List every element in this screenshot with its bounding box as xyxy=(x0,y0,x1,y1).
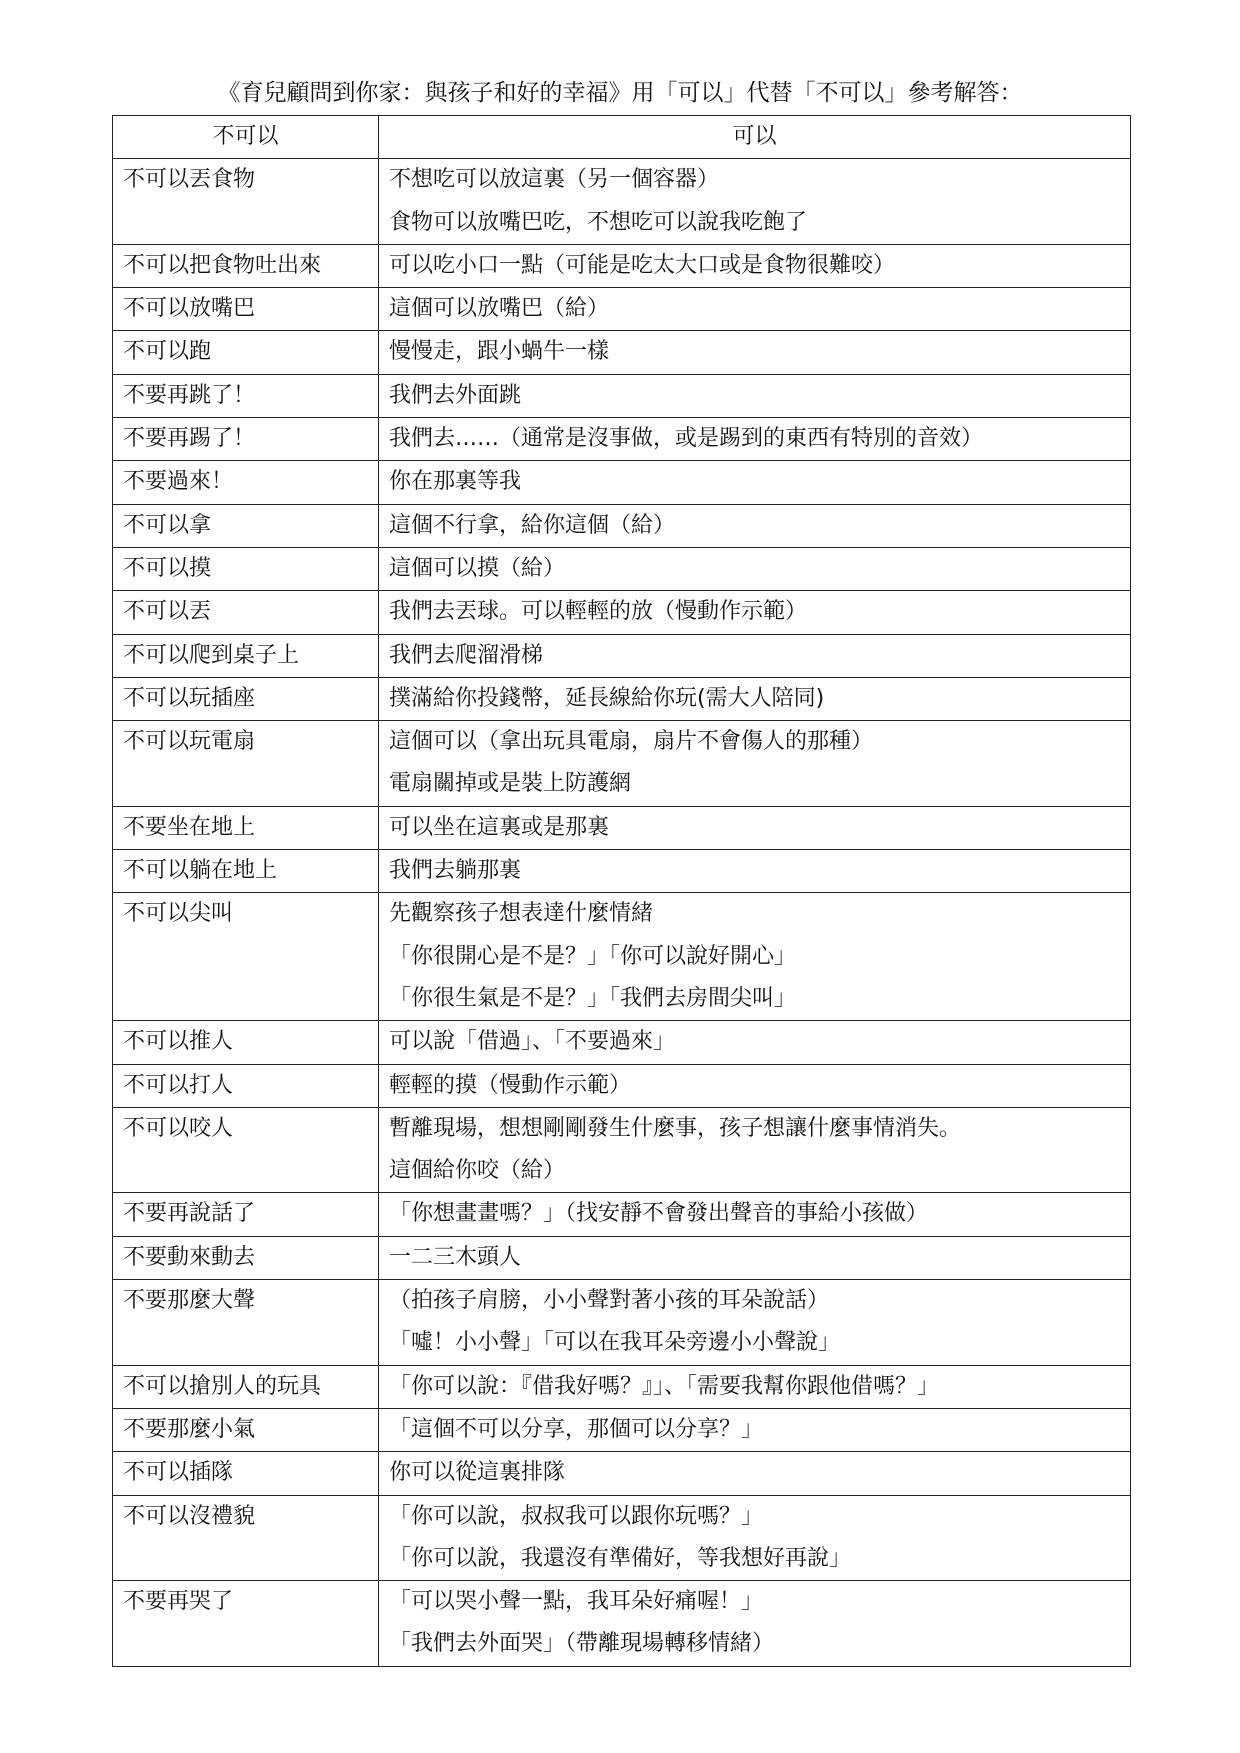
table-row xyxy=(113,634,1131,677)
can-text-line: 「你很開心是不是？」「你可以說好開心」 xyxy=(389,943,797,969)
table-row xyxy=(113,1408,1131,1451)
cannot-text: 不可以丟 xyxy=(123,599,212,625)
can-text-line: 可以坐在這裏或是那裏 xyxy=(389,814,610,840)
can-text-line: 撲滿給你投錢幣，延長線給你玩(需大人陪同) xyxy=(389,685,825,711)
can-text-line: 我們去丟球。可以輕輕的放（慢動作示範） xyxy=(389,599,808,625)
can-cell xyxy=(379,288,1131,331)
table-row xyxy=(113,806,1131,849)
cannot-text: 不可以咬人 xyxy=(123,1115,234,1141)
table-row xyxy=(113,1365,1131,1408)
table-row xyxy=(113,374,1131,417)
can-cell xyxy=(379,1365,1131,1408)
can-text-line: 這個給你咬（給） xyxy=(389,1158,566,1184)
can-text-line: 可以吃小口一點（可能是吃太大口或是食物很難咬） xyxy=(389,252,896,278)
table-row xyxy=(113,331,1131,374)
can-text-line: 這個可以摸（給） xyxy=(389,555,566,581)
can-cell xyxy=(379,721,1131,807)
cannot-cell xyxy=(113,504,379,547)
cannot-cell xyxy=(113,244,379,287)
table-row xyxy=(113,504,1131,547)
cannot-cell xyxy=(113,1365,379,1408)
cannot-cell xyxy=(113,1064,379,1107)
cannot-cell xyxy=(113,1280,379,1366)
can-cell xyxy=(379,244,1131,287)
cannot-cell xyxy=(113,893,379,1021)
cannot-text: 不要那麼大聲 xyxy=(123,1288,256,1314)
can-cell xyxy=(379,418,1131,461)
can-cell xyxy=(379,1581,1131,1667)
cannot-text: 不可以拿 xyxy=(123,512,212,538)
cannot-cell xyxy=(113,1581,379,1667)
can-cell xyxy=(379,893,1131,1021)
cannot-cell xyxy=(113,1021,379,1064)
table-row xyxy=(113,721,1131,807)
cannot-text: 不可以跑 xyxy=(123,339,212,365)
can-cell xyxy=(379,1495,1131,1581)
can-cell xyxy=(379,634,1131,677)
cannot-text: 不要再說話了 xyxy=(123,1201,256,1227)
cannot-cell xyxy=(113,1236,379,1279)
cannot-text: 不可以插隊 xyxy=(123,1460,234,1486)
cannot-text: 不可以躺在地上 xyxy=(123,858,278,884)
can-cell xyxy=(379,1021,1131,1064)
table-row xyxy=(113,1581,1131,1667)
can-text-line: 你在那裏等我 xyxy=(389,469,522,495)
can-text-line: 輕輕的摸（慢動作示範） xyxy=(389,1072,632,1098)
cannot-cell xyxy=(113,1408,379,1451)
can-cell xyxy=(379,591,1131,634)
header-can: 可以 xyxy=(379,116,1131,159)
cannot-cell xyxy=(113,331,379,374)
table-row xyxy=(113,1280,1131,1366)
can-text-line: 「這個不可以分享，那個可以分享？」 xyxy=(389,1416,764,1442)
cannot-text: 不要那麼小氣 xyxy=(123,1416,256,1442)
table-row xyxy=(113,418,1131,461)
can-cell xyxy=(379,677,1131,720)
can-text-line: 食物可以放嘴巴吃，不想吃可以說我吃飽了 xyxy=(389,209,808,235)
can-text-line: 慢慢走，跟小蝸牛一樣 xyxy=(389,339,610,365)
cannot-text: 不可以打人 xyxy=(123,1072,234,1098)
cannot-text: 不要坐在地上 xyxy=(123,814,256,840)
can-text-line: 「你可以說：『借我好嗎？』」、「需要我幫你跟他借嗎？」 xyxy=(389,1373,940,1399)
table-row xyxy=(113,1452,1131,1495)
can-text-line: 「噓！小小聲」「可以在我耳朵旁邊小小聲說」 xyxy=(389,1330,841,1356)
cannot-text: 不要過來！ xyxy=(123,469,234,495)
can-cell xyxy=(379,1107,1131,1193)
cannot-text: 不可以尖叫 xyxy=(123,901,234,927)
cannot-cell xyxy=(113,850,379,893)
table-row xyxy=(113,288,1131,331)
cannot-text: 不可以爬到桌子上 xyxy=(123,642,300,668)
cannot-text: 不可以搶別人的玩具 xyxy=(123,1373,322,1399)
can-cell xyxy=(379,159,1131,245)
can-text-line: 「你很生氣是不是？」「我們去房間尖叫」 xyxy=(389,985,797,1011)
cannot-text: 不可以玩電扇 xyxy=(123,729,256,755)
table-row xyxy=(113,461,1131,504)
cannot-text: 不要再跳了！ xyxy=(123,382,256,408)
can-text-line: 一二三木頭人 xyxy=(389,1244,522,1270)
cannot-text: 不可以丟食物 xyxy=(123,167,256,193)
can-text-line: （拍孩子肩膀，小小聲對著小孩的耳朵說話） xyxy=(389,1288,830,1314)
cannot-text: 不要再踢了！ xyxy=(123,426,256,452)
cannot-text: 不可以摸 xyxy=(123,555,212,581)
can-cell xyxy=(379,1280,1131,1366)
table-row xyxy=(113,591,1131,634)
can-text-line: 可以說「借過」、「不要過來」 xyxy=(389,1029,676,1055)
can-text-line: 這個不行拿，給你這個（給） xyxy=(389,512,676,538)
table-body xyxy=(113,159,1131,1666)
can-text-line: 這個可以（拿出玩具電扇，扇片不會傷人的那種） xyxy=(389,729,874,755)
cannot-text: 不要再哭了 xyxy=(123,1589,234,1615)
can-cell xyxy=(379,1236,1131,1279)
cannot-text: 不可以玩插座 xyxy=(123,685,256,711)
can-text-line: 我們去爬溜滑梯 xyxy=(389,642,544,668)
table-row xyxy=(113,1021,1131,1064)
can-text-line: 「你想畫畫嗎？」（找安靜不會發出聲音的事給小孩做） xyxy=(389,1201,929,1227)
can-text-line: 不想吃可以放這裏（另一個容器） xyxy=(389,167,720,193)
cannot-cell xyxy=(113,374,379,417)
can-cell xyxy=(379,547,1131,590)
can-text-line: 「可以哭小聲一點，我耳朵好痛喔！」 xyxy=(389,1589,764,1615)
table-row xyxy=(113,1236,1131,1279)
can-text-line: 我們去外面跳 xyxy=(389,382,522,408)
table-row xyxy=(113,893,1131,1021)
can-cell xyxy=(379,850,1131,893)
table-row xyxy=(113,159,1131,245)
can-text-line: 「你可以說，叔叔我可以跟你玩嗎？」 xyxy=(389,1503,764,1529)
header-cannot: 不可以 xyxy=(113,116,379,159)
can-cell xyxy=(379,504,1131,547)
can-text-line: 先觀察孩子想表達什麼情緒 xyxy=(389,901,654,927)
cannot-cell xyxy=(113,634,379,677)
can-cell xyxy=(379,331,1131,374)
table-row xyxy=(113,1064,1131,1107)
can-cell xyxy=(379,461,1131,504)
can-text-line: 電扇關掉或是裝上防護網 xyxy=(389,771,632,797)
cannot-cell xyxy=(113,806,379,849)
cannot-cell xyxy=(113,418,379,461)
cannot-cell xyxy=(113,547,379,590)
cannot-cell xyxy=(113,288,379,331)
cannot-text: 不可以把食物吐出來 xyxy=(123,252,322,278)
cannot-cell xyxy=(113,1107,379,1193)
cannot-cell xyxy=(113,591,379,634)
can-text-line: 我們去……（通常是沒事做，或是踢到的東西有特別的音效） xyxy=(389,426,984,452)
table-row xyxy=(113,1495,1131,1581)
can-text-line: 「我們去外面哭」（帶離現場轉移情緒） xyxy=(389,1631,775,1657)
table-row xyxy=(113,1193,1131,1236)
can-text-line: 「你可以說，我還沒有準備好，等我想好再說」 xyxy=(389,1545,852,1571)
cannot-cell xyxy=(113,677,379,720)
cannot-cell xyxy=(113,1452,379,1495)
cannot-cell xyxy=(113,721,379,807)
can-text-line: 你可以從這裏排隊 xyxy=(389,1460,566,1486)
table-row xyxy=(113,1107,1131,1193)
can-cell xyxy=(379,1452,1131,1495)
cannot-cell xyxy=(113,1193,379,1236)
can-cell xyxy=(379,806,1131,849)
can-text-line: 我們去躺那裏 xyxy=(389,858,522,884)
table-row xyxy=(113,244,1131,287)
cannot-cell xyxy=(113,461,379,504)
cannot-cell xyxy=(113,1495,379,1581)
cannot-text: 不要動來動去 xyxy=(123,1244,256,1270)
answer-table xyxy=(112,115,1131,1667)
cannot-cell xyxy=(113,159,379,245)
can-text-line: 這個可以放嘴巴（給） xyxy=(389,296,610,322)
can-text-line: 暫離現場，想想剛剛發生什麼事，孩子想讓什麼事情消失。 xyxy=(389,1115,962,1141)
table-row xyxy=(113,677,1131,720)
cannot-text: 不可以放嘴巴 xyxy=(123,296,256,322)
table-header-row xyxy=(113,116,1131,159)
cannot-text: 不可以沒禮貌 xyxy=(123,1503,256,1529)
can-cell xyxy=(379,1408,1131,1451)
table-row xyxy=(113,547,1131,590)
table-row xyxy=(113,850,1131,893)
can-cell xyxy=(379,374,1131,417)
page-title: 《育兒顧問到你家：與孩子和好的幸福》用「可以」代替「不可以」參考解答： xyxy=(217,80,1023,106)
cannot-text: 不可以推人 xyxy=(123,1029,234,1055)
can-cell xyxy=(379,1064,1131,1107)
can-cell xyxy=(379,1193,1131,1236)
